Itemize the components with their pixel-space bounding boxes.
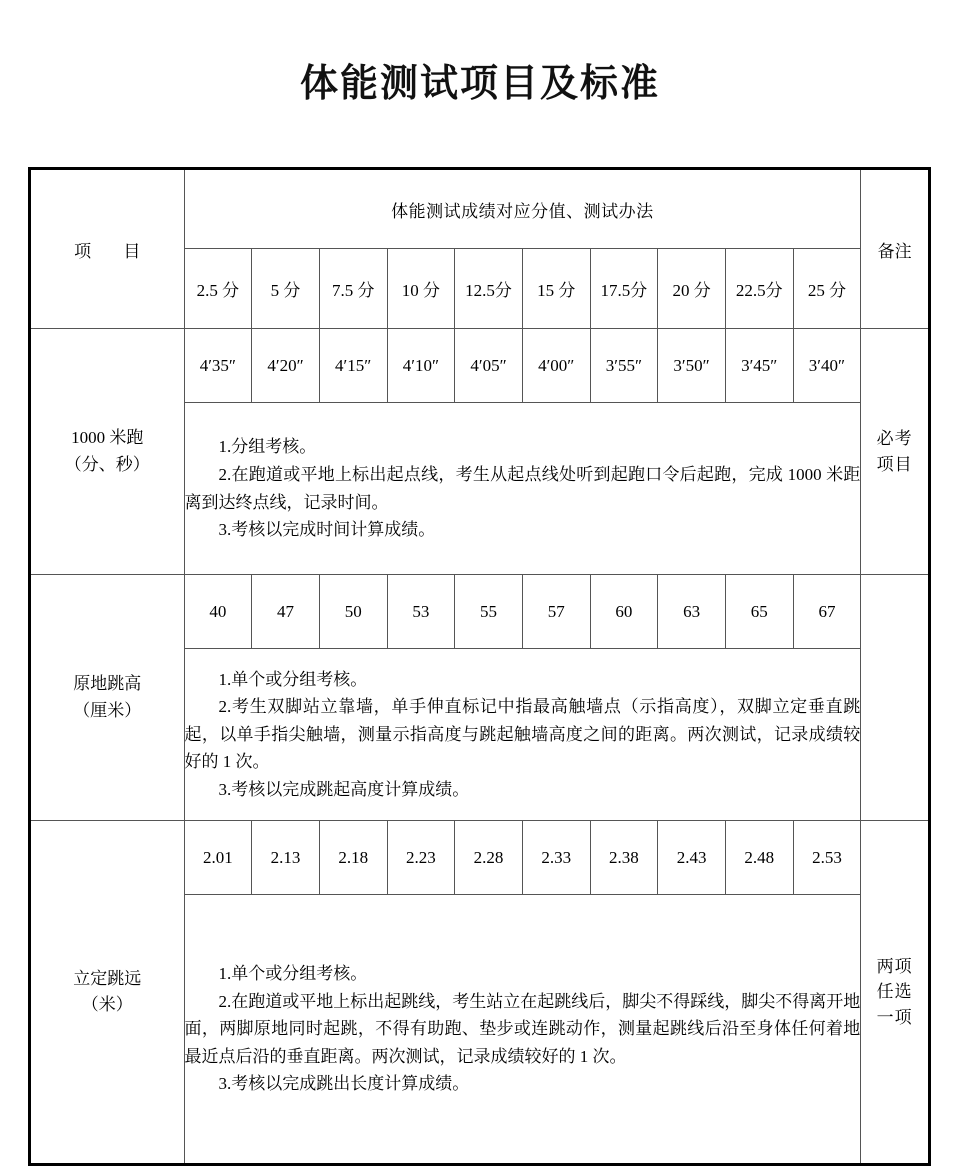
description-line: 1.单个或分组考核。 (218, 964, 368, 984)
value-lj-17_5: 2.38 (590, 821, 658, 895)
fitness-standards-table-wrap (28, 167, 931, 1166)
row-label-standing-long-jump (30, 821, 185, 1165)
row-label-line1: 立定跳远 (73, 968, 142, 988)
value-run-20: 3′50″ (658, 329, 726, 403)
description-line: 3.考核以完成跳出长度计算成绩。 (218, 1074, 470, 1094)
description-line: 1.分组考核。 (218, 437, 317, 457)
description-line: 3.考核以完成跳起高度计算成绩。 (218, 779, 470, 799)
value-hj-12_5: 55 (455, 575, 523, 649)
header-score-10: 10 分 (387, 249, 455, 329)
row-label-standing-high-jump (30, 575, 185, 821)
header-score-20: 20 分 (658, 249, 726, 329)
row-label-line2: （分、秒） (64, 454, 150, 474)
value-hj-2_5: 40 (184, 575, 252, 649)
description-line: 1.单个或分组考核。 (218, 669, 368, 689)
note-run-1000m (861, 329, 930, 575)
value-run-7_5: 4′15″ (319, 329, 387, 403)
header-score-17_5: 17.5分 (590, 249, 658, 329)
note-line3: 一项 (876, 1007, 913, 1027)
description-standing-long-jump (184, 895, 861, 1165)
note-line1: 必考 (876, 429, 913, 448)
description-line: 2.在跑道或平地上标出起跳线，考生站立在起跳线后，脚尖不得踩线，脚尖不得离开地面，两脚原地同时起跳，不得有助跑、垫步或连跳动作，测量起跳线后沿至身体任何着地最近点后沿的垂直距离。两次测试，记录成绩较好的 1 次。 (184, 991, 861, 1066)
value-hj-15: 57 (522, 575, 590, 649)
row-label-line1: 1000 米跑 (71, 428, 144, 448)
value-hj-10: 53 (387, 575, 455, 649)
value-lj-2_5: 2.01 (184, 821, 252, 895)
value-lj-12_5: 2.28 (455, 821, 523, 895)
value-hj-22_5: 65 (725, 575, 793, 649)
value-run-12_5: 4′05″ (455, 329, 523, 403)
header-score-group: 体能测试成绩对应分值、测试办法 (184, 169, 861, 249)
value-run-10: 4′10″ (387, 329, 455, 403)
table-header-row-top (30, 169, 930, 249)
header-score-2_5: 2.5 分 (184, 249, 252, 329)
value-hj-20: 63 (658, 575, 726, 649)
value-hj-25: 67 (793, 575, 861, 649)
value-run-2_5: 4′35″ (184, 329, 252, 403)
header-note-column: 备注 (861, 169, 930, 329)
fitness-standards-table (28, 167, 931, 1166)
header-score-22_5: 22.5分 (725, 249, 793, 329)
note-standing-long-jump (861, 821, 930, 1165)
header-score-12_5: 12.5分 (455, 249, 523, 329)
header-item-column: 项 目 (30, 169, 185, 329)
value-hj-7_5: 50 (319, 575, 387, 649)
value-hj-17_5: 60 (590, 575, 658, 649)
table-row (30, 575, 930, 649)
header-score-5: 5 分 (252, 249, 320, 329)
note-line2: 任选 (876, 982, 913, 1002)
value-lj-25: 2.53 (793, 821, 861, 895)
header-score-15: 15 分 (522, 249, 590, 329)
value-lj-5: 2.13 (252, 821, 320, 895)
value-run-17_5: 3′55″ (590, 329, 658, 403)
value-lj-22_5: 2.48 (725, 821, 793, 895)
row-label-run-1000m (30, 329, 185, 575)
description-run-1000m (184, 403, 861, 575)
table-row (30, 821, 930, 895)
page-title: 体能测试项目及标准 (299, 63, 660, 105)
value-lj-7_5: 2.18 (319, 821, 387, 895)
value-run-22_5: 3′45″ (725, 329, 793, 403)
value-run-5: 4′20″ (252, 329, 320, 403)
description-line: 3.考核以完成时间计算成绩。 (218, 520, 436, 540)
value-lj-15: 2.33 (522, 821, 590, 895)
row-label-line1: 原地跳高 (73, 674, 142, 694)
table-row (30, 329, 930, 403)
value-run-25: 3′40″ (793, 329, 861, 403)
value-lj-20: 2.43 (658, 821, 726, 895)
header-score-25: 25 分 (793, 249, 861, 329)
note-line2: 项目 (876, 454, 913, 474)
description-line: 2.在跑道或平地上标出起点线，考生从起点线处听到起跑口令后起跑，完成 1000 米距离到达终点线，记录时间。 (184, 464, 861, 512)
row-label-line2: （厘米） (73, 700, 142, 720)
value-run-15: 4′00″ (522, 329, 590, 403)
note-line1: 两项 (876, 956, 913, 976)
row-label-line2: （米） (81, 995, 133, 1014)
header-score-7_5: 7.5 分 (319, 249, 387, 329)
description-standing-high-jump (184, 649, 861, 821)
note-standing-high-jump (861, 575, 930, 821)
value-hj-5: 47 (252, 575, 320, 649)
description-line: 2.考生双脚站立靠墙，单手伸直标记中指最高触墙点（示指高度），双脚立定垂直跳起，以单手指尖触墙，测量示指高度与跳起触墙高度之间的距离。两次测试，记录成绩较好的 1 次。 (184, 697, 861, 772)
value-lj-10: 2.23 (387, 821, 455, 895)
